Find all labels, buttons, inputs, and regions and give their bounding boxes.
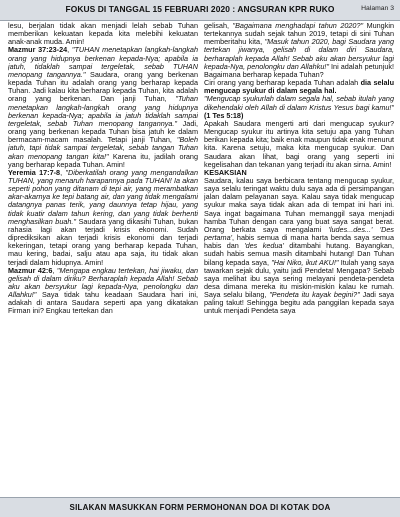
scripture-quote: "Diberkatilah orang yang mengandalkan TUHAN, yang menaruh harapannya pada TUHAN! Ia akan seperti pohon yang ditanam di tepi air, yang merambatkan akar-akarnya ke tepi batang air, dan yang tidak mengalami datangnya panas terik, yang daunnya tetap hijau, yang tidak kuatir dalam tahun kering, dan yang tidak berhenti menghasilkan buah." [8, 167, 198, 226]
page-header [0, 0, 400, 21]
paragraph: Yeremia 17:7-8, "Diberkatilah orang yang mengandalkan TUHAN, yang menaruh harapannya pada TUHAN! Ia akan seperti pohon yang ditanam di tepi air, yang merambatkan akar-akarnya ke tepi batang air, dan yang tidak mengalami datangnya panas terik, yang daunnya tetap hijau, yang tidak kuatir dalam tahun kering, dan yang tidak berhenti menghasilkan buah." Saudara yang dikasihi Tuhan, bukan rahasia lagi akan terjadi krisis ekonomi. Sudah diprediksikan akan terjadi krisis ekonomi dan terjadi kekeringan, tetapi orang yang berharap kepada Tuhan, mau kering, badai, salju atau apa saja, itu tidak akan terjadi dalam hidupnya. Amin! [8, 167, 198, 267]
paragraph: Mazmur 37:23-24, "TUHAN menetapkan langkah-langkah orang yang hidupnya berkenan kepada-Nya; apabila ia jatuh, tidaklah sampai tergeletak, sebab TUHAN menopang tangannya." Saudara, orang yang berkenan kepada Tuhan itu adalah orang yang berharap kepada Tuhan. Jadi kalau kita berharap kepada Tuhan, kita adalah orang yang berkenan. Dan janji Tuhan, "Tuhan menetapkan langkah-langkah orang yang hidupnya berkenan kepada-Nya; apabila ia jatuh tidaklah sampai tergeletak, sebab Tuhan menopang tangannya." Jadi, orang yang berkenan kepada Tuhan bisa jatuh ke dalam bermacam-macam masalah. Tetapi janji Tuhan, "Boleh jatuh, tapi tidak sampai tergeletak, sebab tangan Tuhan akan menopang tangan kita!" Karena itu, jadilah orang yang berharap kepada Tuhan. Amin! [8, 45, 198, 169]
page-footer [0, 497, 400, 517]
emphasis: dia selalu mengucap syukur di dalam segala hal. [204, 78, 394, 96]
scripture-quote: "Boleh jatuh, tapi tidak sampai tergeletak, sebab tangan Tuhan akan menopang tangan kita!" [8, 135, 198, 161]
scripture-reference: (1 Tes 5:18) [204, 110, 244, 120]
paragraph: Ciri orang yang berharap kepada Tuhan adalah dia selalu mengucap syukur di dalam segala hal. [204, 78, 394, 96]
left-column [8, 22, 198, 494]
page-number: Halaman 3 [361, 5, 394, 12]
section-heading: KESAKSIAN [204, 167, 247, 177]
scripture-reference: Mazmur 37:23-24 [8, 45, 68, 55]
quote: "Bagaimana menghadapi tahun 2020?" [232, 22, 364, 30]
scripture-quote: "Mengucap syukurlah dalam segala hal, sebab itulah yang dikehendaki oleh Allah di dalam Kristus Yesus bagi kamu!" [204, 94, 394, 112]
scripture-quote: "Mengapa engkau tertekan, hai jiwaku, dan gelisah di dalam diriku? Berharaplah kepada Allah! Sebab aku akan bersyukur lagi kepada-Nya, penolongku dan Allahku!" [8, 265, 198, 300]
paragraph: Mazmur 42:6, "Mengapa engkau tertekan, hai jiwaku, dan gelisah di dalam diriku? Berharaplah kepada Allah! Sebab aku akan bersyukur lagi kepada-Nya, penolongku dan Allahku!" Saya tidak tahu keadaan Saudara hari ini, adakah di antara Saudara seperti apa yang dikatakan Firman ini? Engkau tertekan dan [8, 265, 198, 316]
scripture-quote: "TUHAN menetapkan langkah-langkah orang yang hidupnya berkenan kepada-Nya; apabila ia jatuh, tidaklah sampai tergeletak, sebab TUHAN menopang tangannya." [8, 45, 198, 79]
paragraph [204, 95, 394, 119]
paragraph: Saudara, kalau saya berbicara tentang mengucap syukur, saya selalu teringat waktu dulu saya ada di persimpangan jalan dalam pelayanan saya. Kalau saya tidak mengucap syukur maka saya tidak akan ada di tempat ini hari ini. Saya ingat bagaimana Tuhan memanggil saya menjadi hamba Tuhan dengan cara yang buat saya sangat berat. Orang berkata saya mengalami 'ludes...des...' 'Des pertama', habis semua di mana harta benda saya semua habis dan 'des kedua' ditambahi hutang. Bayangkan, sudah habis semua masih ditambahi hutang! Dan Tuhan bilang kepada saya, "Hai Niko, ikut AKU!" Itulah yang saya tawarkan sejak dulu, yaitu jadi Pendeta! Mengapa? Sebab saya melihat ibu saya sering melayani pendeta-pendeta desa dimana mereka itu miskin-miskin kalau ke rumah. Saya selalu bilang, "Pendeta itu kayak begini?" Jadi saya paling takut! Sehingga begitu ada panggilan kepada saya untuk menjadi Pendeta saya [204, 175, 394, 316]
paragraph: Apakah Saudara mengerti arti dari mengucap syukur? Mengucap syukur itu artinya kita setuju apa yang Tuhan berikan kepada kita; baik enak maupun tidak enak menurut kita. Karena setuju, maka kita mengucap syukur. Dan Saudara akan lihat, bagi orang yang seperti ini kegelisahan dan tekanan yang terjadi itu akan sirna. Amin! [204, 118, 394, 169]
scripture-reference: Yeremia 17:7-8 [8, 167, 61, 177]
footer-notice: SILAKAN MASUKKAN FORM PERMOHONAN DOA DI KOTAK DOA [69, 503, 331, 512]
article-body [8, 22, 394, 494]
right-column [204, 22, 394, 494]
paragraph: gelisah, "Bagaimana menghadapi tahun 2020?" Mungkin tertekannya sudah sejak tahun 2019, tetapi di sini Tuhan memberitahu kita, "Masuk tahun 2020, bagi Saudara yang tertekan jiwanya, gelisah di dalam diri Saudara, berharaplah kepada Allah! Sebab aku akan bersyukur lagi kepada-Nya, penolongku dan Allahku!" Ini adalah petunjuk! Bagaimana berharap kepada Tuhan? [204, 22, 394, 79]
scripture-quote: "Tuhan menetapkan langkah-langkah orang yang hidupnya berkenan kepada-Nya; apabila ia jatuh tidaklah sampai tergeletak, sebab Tuhan menopang tangannya." [8, 94, 198, 128]
paragraph: lesu, berjalan tidak akan menjadi lelah sebab Tuhan memberikan kekuatan kepada kita melebihi kekuatan anak-anak muda. Amin! [8, 22, 198, 47]
quote: "Masuk tahun 2020, bagi Saudara yang tertekan jiwanya, gelisah di dalam diri Saudara, berharaplah kepada Allah! Sebab aku akan bersyukur lagi kepada-Nya, penolongku dan Allahku!" [204, 37, 394, 71]
scripture-reference: Mazmur 42:6 [8, 265, 53, 275]
header-title: FOKUS DI TANGGAL 15 FEBRUARI 2020 : ANGSURAN KPR RUKO [65, 4, 335, 14]
